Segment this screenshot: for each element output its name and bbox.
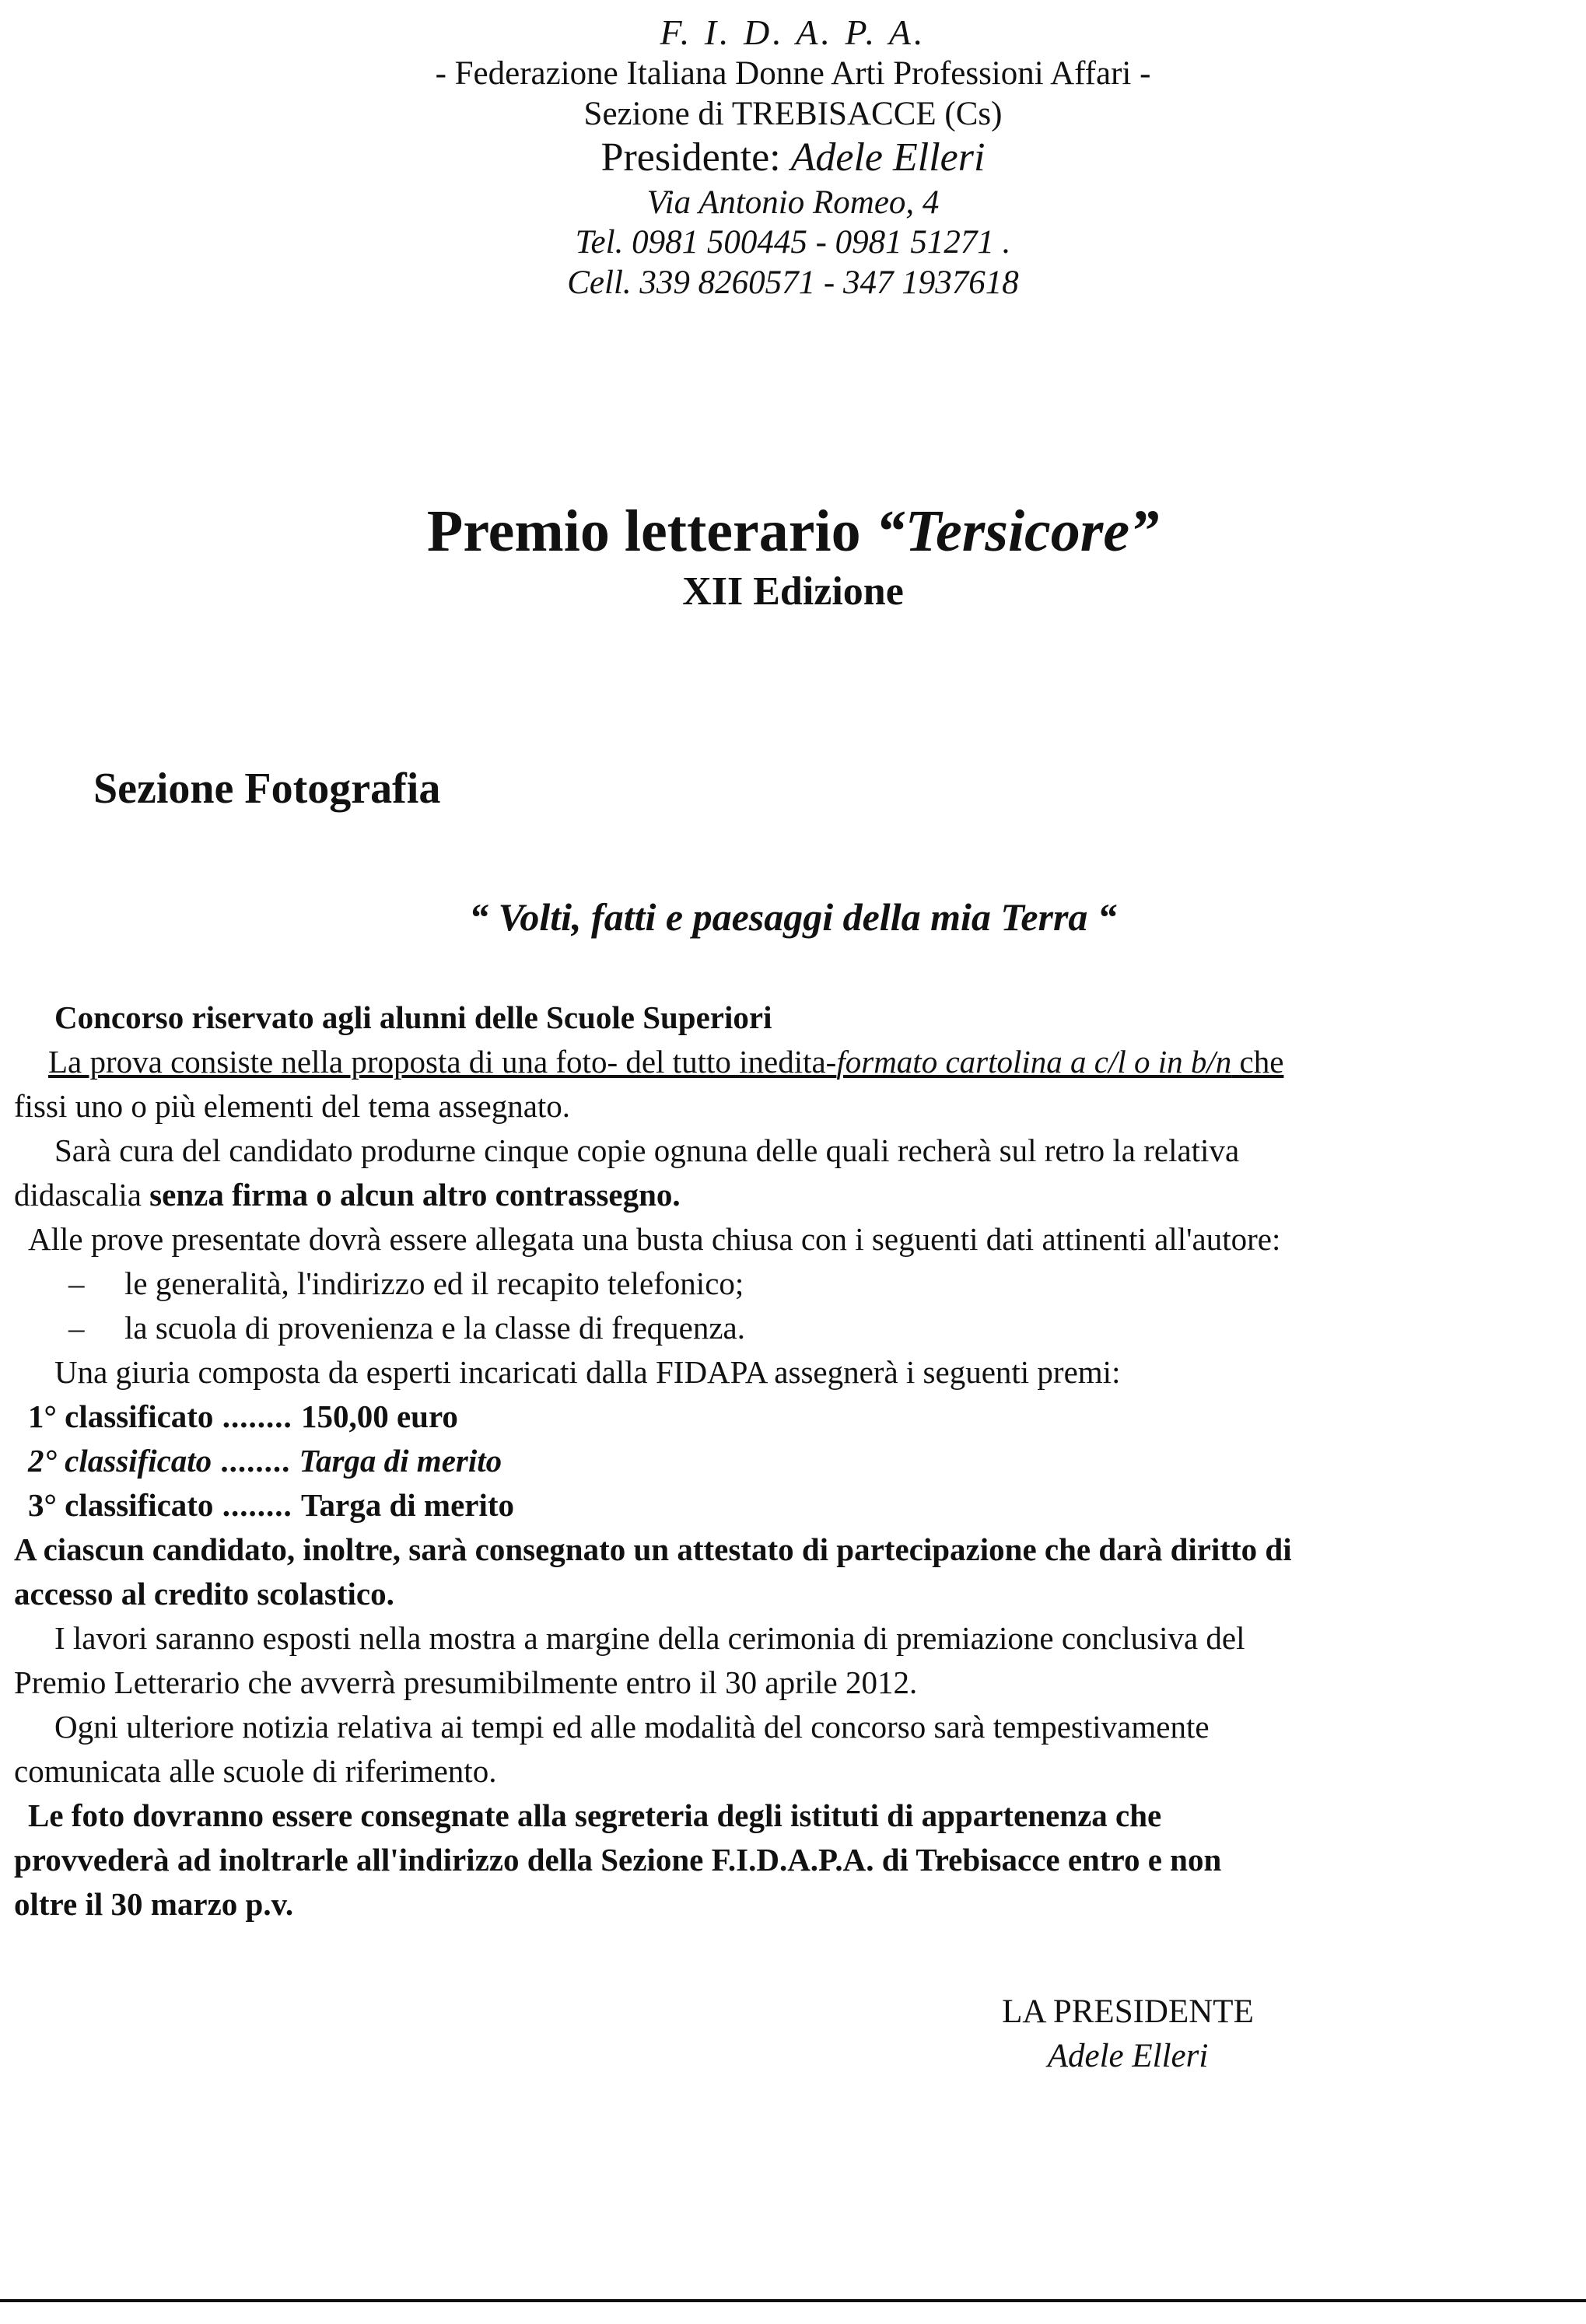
paragraph-8-line-3: oltre il 30 marzo p.v. (14, 1886, 294, 1922)
paragraph-2-caption: didascalia (14, 1177, 150, 1213)
prize-place: 3° classificato (28, 1487, 214, 1523)
title-block (0, 498, 1586, 614)
signature-block (965, 1993, 1291, 2075)
president-line (0, 134, 1586, 182)
list-item-text: la scuola di provenienza e la classe di frequenza. (124, 1310, 745, 1346)
list-dash: – (68, 1310, 85, 1346)
signature-name: Adele Elleri (1047, 2038, 1209, 2074)
edition: XII Edizione (682, 569, 904, 614)
list-item (14, 1306, 1570, 1350)
paragraph-2-line-2 (14, 1173, 1570, 1217)
prize-value: Targa di merito (299, 1443, 502, 1479)
prize-title (0, 498, 1586, 565)
list-item (14, 1262, 1570, 1306)
paragraph-1-end: che (1231, 1044, 1284, 1080)
prize-value: Targa di merito (300, 1487, 515, 1523)
paragraph-6-line-2: Premio Letterario che avverrà presumibilmente entro il 30 aprile 2012. (14, 1664, 918, 1700)
list-dash: – (68, 1265, 85, 1301)
telephone: Tel. 0981 500445 - 0981 51271 . (575, 224, 1011, 261)
paragraph-2-line-1: Sarà cura del candidato produrne cinque copie ognuna delle quali recherà sul retro la relativa (54, 1132, 1240, 1168)
paragraph-4: Una giuria composta da esperti incaricati dalla FIDAPA assegnerà i seguenti premi: (54, 1354, 1121, 1390)
prize-value: 150,00 euro (300, 1398, 458, 1434)
president-name: Adele Elleri (790, 135, 986, 180)
org-section: Sezione di TREBISACCE (Cs) (583, 95, 1003, 132)
paragraph-7-line-1: Ogni ulteriore notizia relativa ai tempi ed alle modalità del concorso sarà tempestivamente (54, 1709, 1210, 1745)
body-text (14, 996, 1570, 1927)
prize-dots: ........ (213, 1398, 301, 1434)
paragraph-1-format: formato cartolina a c/l o in b/n (836, 1044, 1232, 1080)
prize-title-prefix: Premio letterario (426, 499, 876, 564)
prize-row (14, 1439, 1570, 1483)
prize-dots: ........ (212, 1443, 299, 1479)
theme-title: “ Volti, fatti e paesaggi della mia Terra “ (469, 895, 1117, 939)
paragraph-1-line-2: fissi uno o più elementi del tema assegnato. (14, 1088, 571, 1124)
paragraph-3: Alle prove presentate dovrà essere allegata una busta chiusa con i seguenti dati attinenti all'autore: (28, 1221, 1281, 1257)
section-heading: Sezione Fotografia (93, 765, 441, 813)
list-item-text: le generalità, l'indirizzo ed il recapito telefonico; (124, 1265, 744, 1301)
signature-role: LA PRESIDENTE (1002, 1993, 1254, 2030)
bottom-rule (0, 2299, 1586, 2302)
paragraph-6-line-1: I lavori saranno esposti nella mostra a margine della cerimonia di premiazione conclusiva del (54, 1620, 1245, 1656)
address: Via Antonio Romeo, 4 (646, 184, 940, 221)
prize-place: 2° classificato (28, 1443, 212, 1479)
intro-heading: Concorso riservato agli alunni delle Scuole Superiori (54, 999, 772, 1035)
prize-place: 1° classificato (28, 1398, 214, 1434)
mobile-phone: Cell. 339 8260571 - 347 1937618 (567, 264, 1019, 301)
paragraph-5-line-1: A ciascun candidato, inoltre, sarà consegnato un attestato di partecipazione che darà diritto di (14, 1531, 1292, 1567)
president-label: Presidente: (600, 135, 781, 180)
org-abbreviation: F. I. D. A. P. A. (660, 12, 926, 52)
paragraph-2-bold: senza firma o alcun altro contrassegno. (149, 1177, 681, 1213)
paragraph-8-line-2: provvederà ad inoltrarle all'indirizzo della Sezione F.I.D.A.P.A. di Trebisacce entro e non (14, 1842, 1222, 1878)
paragraph-1-line-1 (14, 1040, 1570, 1084)
prize-row (14, 1395, 1570, 1439)
prize-dots: ........ (213, 1487, 301, 1523)
prize-row (14, 1483, 1570, 1528)
paragraph-7-line-2: comunicata alle scuole di riferimento. (14, 1753, 497, 1789)
prize-title-name: “Tersicore” (875, 499, 1160, 564)
letterhead (0, 11, 1586, 303)
paragraph-8-line-1: Le foto dovranno essere consegnate alla segreteria degli istituti di appartenenza che (28, 1797, 1162, 1833)
paragraph-5-line-2: accesso al credito scolastico. (14, 1576, 394, 1612)
paragraph-1-text: La prova consiste nella proposta di una foto- del tutto inedita- (48, 1044, 837, 1080)
org-full-name: - Federazione Italiana Donne Arti Professioni Affari - (435, 55, 1151, 93)
